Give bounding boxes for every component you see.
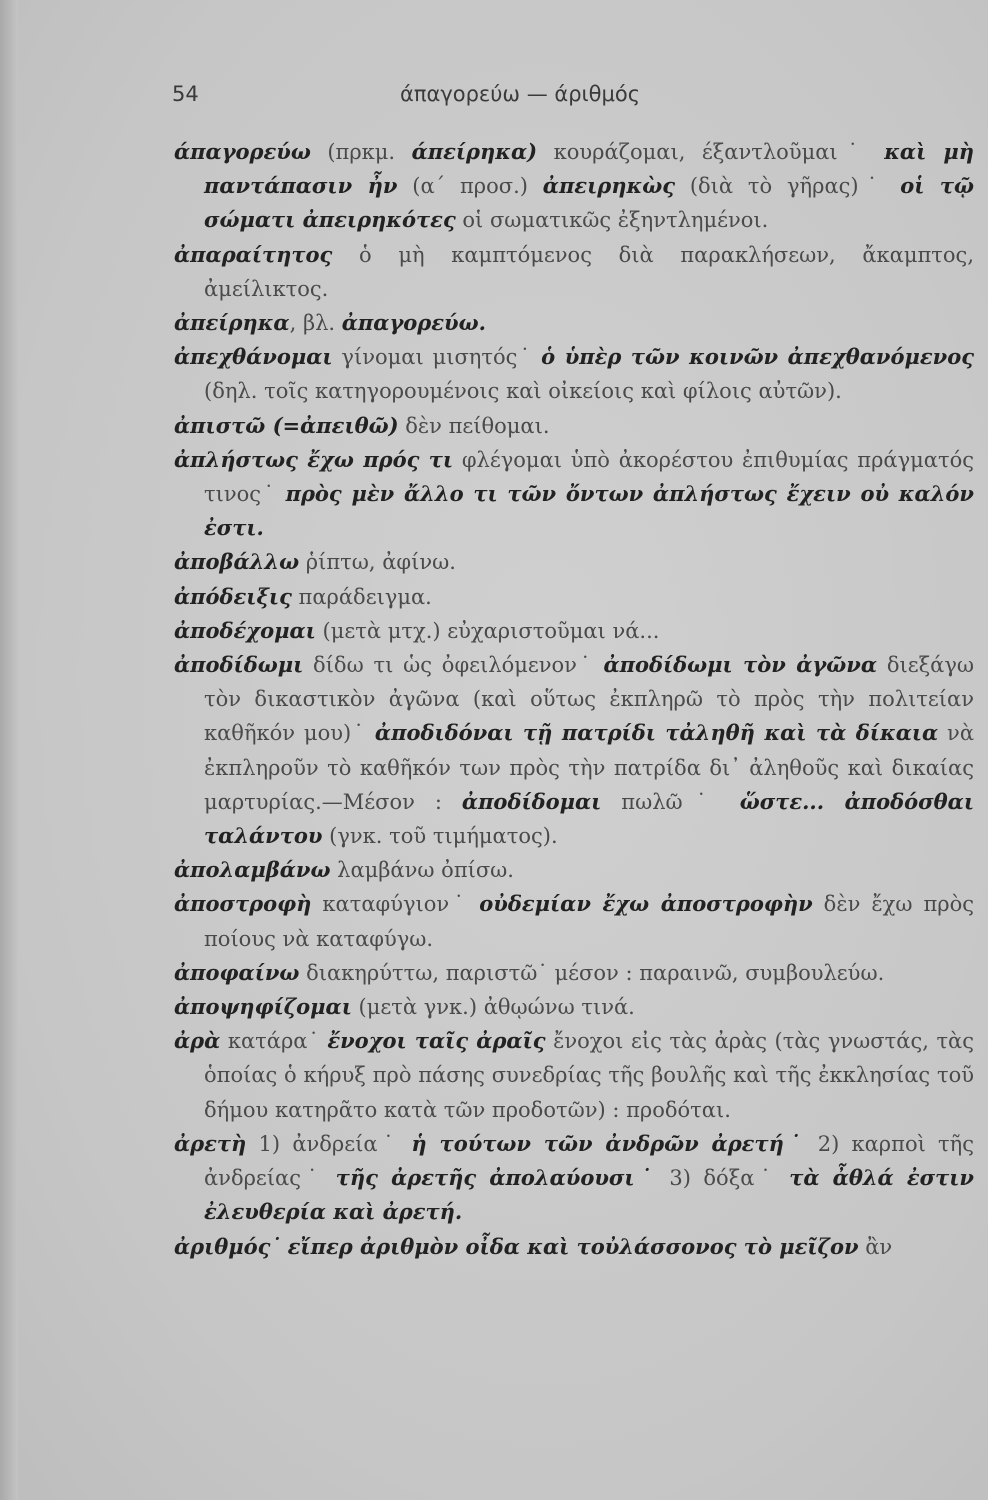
entry-text: δὲν ἔχω πρὸς ποίους νὰ καταφύγω.	[204, 892, 974, 951]
entry-headword: ἀριθμός˙	[174, 1233, 281, 1259]
entry-example: ἀποδίδομαι	[461, 788, 602, 814]
entry-headword: ἀπαραίτητος	[174, 241, 333, 267]
dictionary-entry	[174, 306, 974, 340]
entry-text: παράδειγμα.	[291, 584, 432, 609]
running-head: άπαγορεύω — άριθμός	[400, 82, 641, 106]
dictionary-entry	[174, 238, 974, 306]
entry-text: (α΄ προσ.)	[397, 174, 543, 199]
dictionary-entry	[174, 648, 974, 853]
entry-text: λαμβάνω ὀπίσω.	[330, 858, 514, 883]
dictionary-entry	[174, 887, 974, 955]
entry-headword: ἀποβάλλω	[174, 549, 300, 575]
entry-text: 1) ἀνδρεία˙	[246, 1131, 412, 1156]
entry-text: 3) δόξα˙	[656, 1166, 790, 1191]
entry-example: ἀπαγορεύω.	[341, 310, 486, 336]
entry-text: νὰ ἐκπληροῦν τὸ καθῆκόν των πρὸς τὴν πατρίδα δι᾽ ἀληθοῦς καὶ δικαίας μαρτυρίας.—Μέσον :	[204, 721, 974, 814]
page-number: 54	[172, 82, 199, 106]
entry-headword: ἀπείρηκα	[174, 310, 290, 336]
dictionary-entry	[174, 545, 974, 579]
entry-text: (πρκμ.	[310, 140, 412, 164]
dictionary-entry	[174, 135, 974, 238]
dictionary-entry	[174, 614, 974, 648]
dictionary-entry	[174, 340, 974, 408]
entry-text: δὲν πείθομαι.	[398, 413, 550, 438]
entry-headword: ἀπεχθάνομαι	[174, 344, 333, 370]
dictionary-entry	[174, 853, 974, 887]
entry-example: οἱ τῷ σώματι ἀπειρηκότες	[204, 173, 974, 233]
entry-headword: ἀποστροφὴ	[174, 891, 312, 917]
entry-example: άπείρηκα)	[411, 139, 538, 164]
entry-example: ὁ ὑπὲρ τῶν κοινῶν ἀπεχθανόμενος	[541, 344, 974, 370]
entry-text: (δηλ. τοῖς κατηγορουμένοις καὶ οἰκείοις καὶ φίλοις αὐτῶν).	[204, 379, 842, 404]
entry-example: πρὸς μὲν ἄλλο τι τῶν ὄντων ἀπλήστως ἔχειν οὐ καλόν ἐστι.	[204, 481, 974, 541]
dictionary-entry	[174, 1230, 974, 1264]
entry-example: ἀπειρηκὼς	[542, 173, 675, 199]
entry-headword: ἀποψηφίζομαι	[174, 994, 352, 1020]
entry-text	[281, 1235, 288, 1259]
entry-text: καταφύγιον˙	[311, 892, 480, 917]
entry-text: γίνομαι μισητός˙	[332, 345, 542, 370]
dictionary-entries	[174, 135, 974, 1264]
entry-example: ὥστε... ἀποδόσθαι ταλάντου	[204, 788, 974, 849]
entry-text: πωλῶ˙	[601, 789, 740, 814]
entry-headword: ἀρὰ	[174, 1028, 221, 1054]
entry-headword: ἀποδέχομαι	[174, 617, 316, 643]
entry-headword: ἀπιστῶ (=ἀπειθῶ)	[174, 412, 399, 438]
entry-example: τὰ ἆθλά ἐστιν ἐλευθερία καὶ ἀρετή.	[204, 1165, 974, 1225]
page-header	[172, 82, 702, 116]
entry-example: ἔνοχοι ταῖς ἀραῖς	[327, 1028, 546, 1054]
entry-headword: ἀποφαίνω	[174, 959, 300, 985]
entry-text: ἂν	[858, 1234, 893, 1259]
dictionary-entry	[174, 990, 974, 1024]
entry-text: ῥίπτω, ἀφίνω.	[299, 550, 456, 575]
dictionary-entry	[174, 956, 974, 990]
dictionary-entry	[174, 1024, 974, 1127]
entry-example: εἴπερ ἀριθμὸν οἶδα καὶ τοὐλάσσονος τὸ μεῖζον	[287, 1233, 859, 1259]
entry-example: καὶ μὴ παντάπασιν ἦν	[204, 139, 974, 199]
entry-example: ἀποδίδωμι τὸν ἀγῶνα	[603, 652, 878, 678]
entry-text: (γνκ. τοῦ τιμήματος).	[322, 824, 558, 849]
dictionary-entry	[174, 409, 974, 443]
entry-example: ἡ τούτων τῶν ἀνδρῶν ἀρετή˙	[411, 1130, 806, 1156]
dictionary-entry	[174, 1127, 974, 1230]
entry-text: ἔνοχοι εἰς τὰς ἀρὰς (τὰς γνωστάς, τὰς ὁποίας ὁ κήρυξ πρὸ πάσης συνεδρίας τῆς βουλῆς καὶ τῆς ἐκκλησίας τοῦ δήμου κατηρᾶτο κατὰ τῶν προδοτῶν) : προδόται.	[204, 1029, 974, 1122]
entry-headword: ἀποδίδωμι	[174, 652, 304, 678]
entry-headword: ἀπολαμβάνω	[174, 857, 331, 883]
entry-headword: ἀπόδειξις	[174, 583, 292, 609]
entry-text: κατάρα˙	[220, 1029, 328, 1054]
entry-text: κουράζομαι, έξαντλοῦμαι˙	[537, 140, 885, 164]
entry-text: (μετὰ γνκ.) ἀθῳώνω τινά.	[351, 995, 635, 1020]
entry-headword: ἀπλήστως ἔχω πρός τι	[174, 446, 454, 472]
entry-example: τῆς ἀρετῆς ἀπολαύουσι˙	[335, 1165, 657, 1191]
entry-text: (διὰ τὸ γῆρας)˙	[675, 174, 901, 199]
entry-text: διακηρύττω, παριστῶ˙ μέσον : παραινῶ, συμβουλεύω.	[299, 960, 885, 985]
entry-text: (μετὰ μτχ.) εὐχαριστοῦμαι νά...	[315, 618, 660, 643]
entry-example: οὐδεμίαν ἔχω ἀποστροφὴν	[479, 891, 813, 917]
entry-text: φλέγομαι ὑπὸ ἀκορέστου ἐπιθυμίας πράγματός τινος˙	[204, 447, 974, 507]
entry-text: διεξάγω τὸν δικαστικὸν ἀγῶνα (καὶ οὕτως ἐκπληρῶ τὸ πρὸς τὴν πολιτείαν καθῆκόν μου)˙	[204, 653, 975, 746]
entry-example: ἀποδιδόναι τῇ πατρίδι τἀληθῆ καὶ τὰ δίκαια	[374, 720, 939, 746]
entry-headword: ἀρετὴ	[174, 1130, 247, 1156]
entry-text: 2) καρποὶ τῆς ἀνδρείας˙	[204, 1131, 975, 1191]
entry-text: δίδω τι ὡς ὀφειλόμενον˙	[303, 653, 604, 678]
dictionary-entry	[174, 580, 974, 614]
entry-headword: άπαγορεύω	[174, 139, 311, 164]
entry-text: , βλ.	[289, 311, 342, 336]
page-edge-shadow	[0, 0, 18, 1500]
entry-text: οἱ σωματικῶς ἐξηντλημένοι.	[455, 208, 769, 233]
entry-text: ὁ μὴ καμπτόμενος διὰ παρακλήσεων, ἄκαμπτος, ἀμείλικτος.	[204, 242, 974, 301]
dictionary-entry	[174, 443, 974, 546]
